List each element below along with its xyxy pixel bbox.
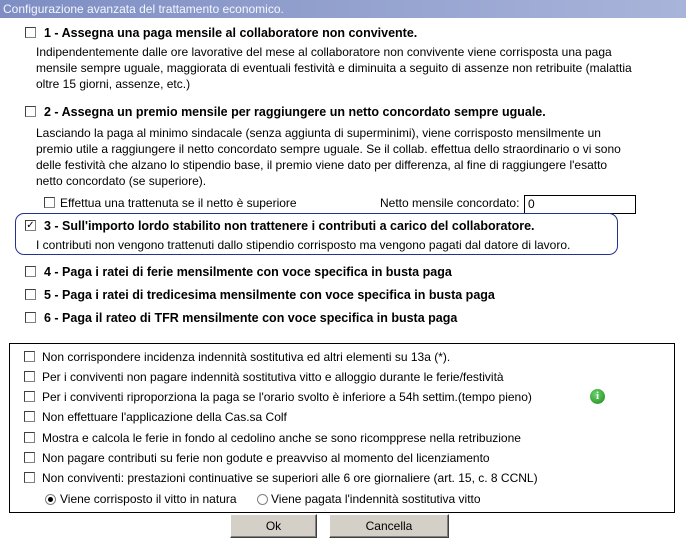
group-option-checkbox[interactable] [24, 351, 35, 362]
ok-button[interactable]: Ok [230, 514, 317, 538]
option-4-checkbox[interactable] [25, 266, 36, 277]
retention-checkbox[interactable] [44, 197, 55, 208]
option-2-label: 2 - Assegna un premio mensile per raggiungere un netto concordato sempre uguale. [44, 105, 546, 119]
group-option-checkbox[interactable] [24, 371, 35, 382]
option-2-desc-line: premio utile a raggiungere il netto concordato sempre uguale. Se il collab. effettua dello straordinario o vi sono [36, 142, 621, 156]
option-3-description: I contributi non vengono trattenuti dallo stipendio corrisposto ma vengono pagati dal datore di lavoro. [36, 238, 571, 252]
group-option-checkbox[interactable] [24, 411, 35, 422]
option-2-checkbox[interactable] [25, 106, 36, 117]
info-icon[interactable]: i [590, 389, 605, 404]
window-title: Configurazione avanzata del trattamento economico. [0, 0, 686, 18]
additional-options-group [9, 343, 675, 513]
option-6-checkbox[interactable] [25, 312, 36, 323]
option-3-label: 3 - Sull'importo lordo stabilito non trattenere i contributi a carico del collaboratore. [44, 219, 535, 233]
cancel-button[interactable]: Cancella [329, 514, 449, 538]
option-5-label: 5 - Paga i ratei di tredicesima mensilmente con voce specifica in busta paga [44, 288, 495, 302]
option-1-desc-line: mensile sempre uguale, maggiorata di eventuali festività e diminuita a seguito di assenze non retribuite (malattia [36, 61, 632, 75]
meal-allowance-radio[interactable] [257, 494, 268, 505]
option-1-label: 1 - Assegna una paga mensile al collaboratore non convivente. [44, 26, 418, 40]
option-1-description [36, 44, 632, 92]
option-2-desc-line: netto concordato (se superiore). [36, 174, 207, 188]
meal-in-kind-radio[interactable] [45, 494, 56, 505]
option-2-desc-line: Lasciando la paga al minimo sindacale (senza aggiunta di superminimi), viene corrisposto mensilmente un [36, 126, 601, 140]
meal-in-kind-label: Viene corrisposto il vitto in natura [60, 492, 237, 506]
group-option-label: Mostra e calcola le ferie in fondo al cedolino anche se sono ricompprese nella retribuzione [42, 431, 521, 445]
net-salary-input[interactable]: 0 [524, 195, 636, 214]
group-option-checkbox[interactable] [24, 391, 35, 402]
option-4-label: 4 - Paga i ratei di ferie mensilmente con voce specifica in busta paga [44, 265, 452, 279]
option-1-checkbox[interactable] [25, 27, 36, 38]
meal-allowance-label: Viene pagata l'indennità sostitutiva vitto [271, 492, 481, 506]
group-option-label: Non effettuare l'applicazione della Cas.sa Colf [42, 410, 287, 424]
retention-label: Effettua una trattenuta se il netto è superiore [60, 196, 297, 210]
net-salary-label: Netto mensile concordato: [380, 196, 520, 210]
group-option-label: Per i conviventi non pagare indennità sostitutiva vitto e alloggio durante le ferie/festività [42, 370, 504, 384]
option-1-desc-line: Indipendentemente dalle ore lavorative del mese al collaboratore non convivente viene corrisposta una paga [36, 45, 612, 59]
option-5-checkbox[interactable] [25, 289, 36, 300]
option-3-checkbox[interactable]: ✓ [26, 220, 35, 231]
option-1-desc-line: oltre 15 giorni, assenze, etc.) [36, 77, 191, 91]
group-option-checkbox[interactable] [24, 472, 35, 483]
option-2-desc-line: delle festività che alzano lo stipendio base, il premio viene dato per differenza, al fine di raggiungere l'esatto [36, 158, 608, 172]
group-option-label: Per i conviventi riproporziona la paga se l'orario svolto è inferiore a 54h settim.(tempo pieno) [42, 390, 532, 404]
group-option-label: Non pagare contributi su ferie non godute e preavviso al momento del licenziamento [42, 451, 490, 465]
option-2-description [36, 125, 621, 189]
group-option-label: Non conviventi: prestazioni continuative se superiori alle 6 ore giornaliere (art. 15, c. 8 CCNL) [42, 471, 538, 485]
group-option-checkbox[interactable] [24, 452, 35, 463]
group-option-label: Non corrispondere incidenza indennità sostitutiva ed altri elementi su 13a (*). [42, 350, 451, 364]
group-option-checkbox[interactable] [24, 432, 35, 443]
option-6-label: 6 - Paga il rateo di TFR mensilmente con voce specifica in busta paga [44, 311, 458, 325]
